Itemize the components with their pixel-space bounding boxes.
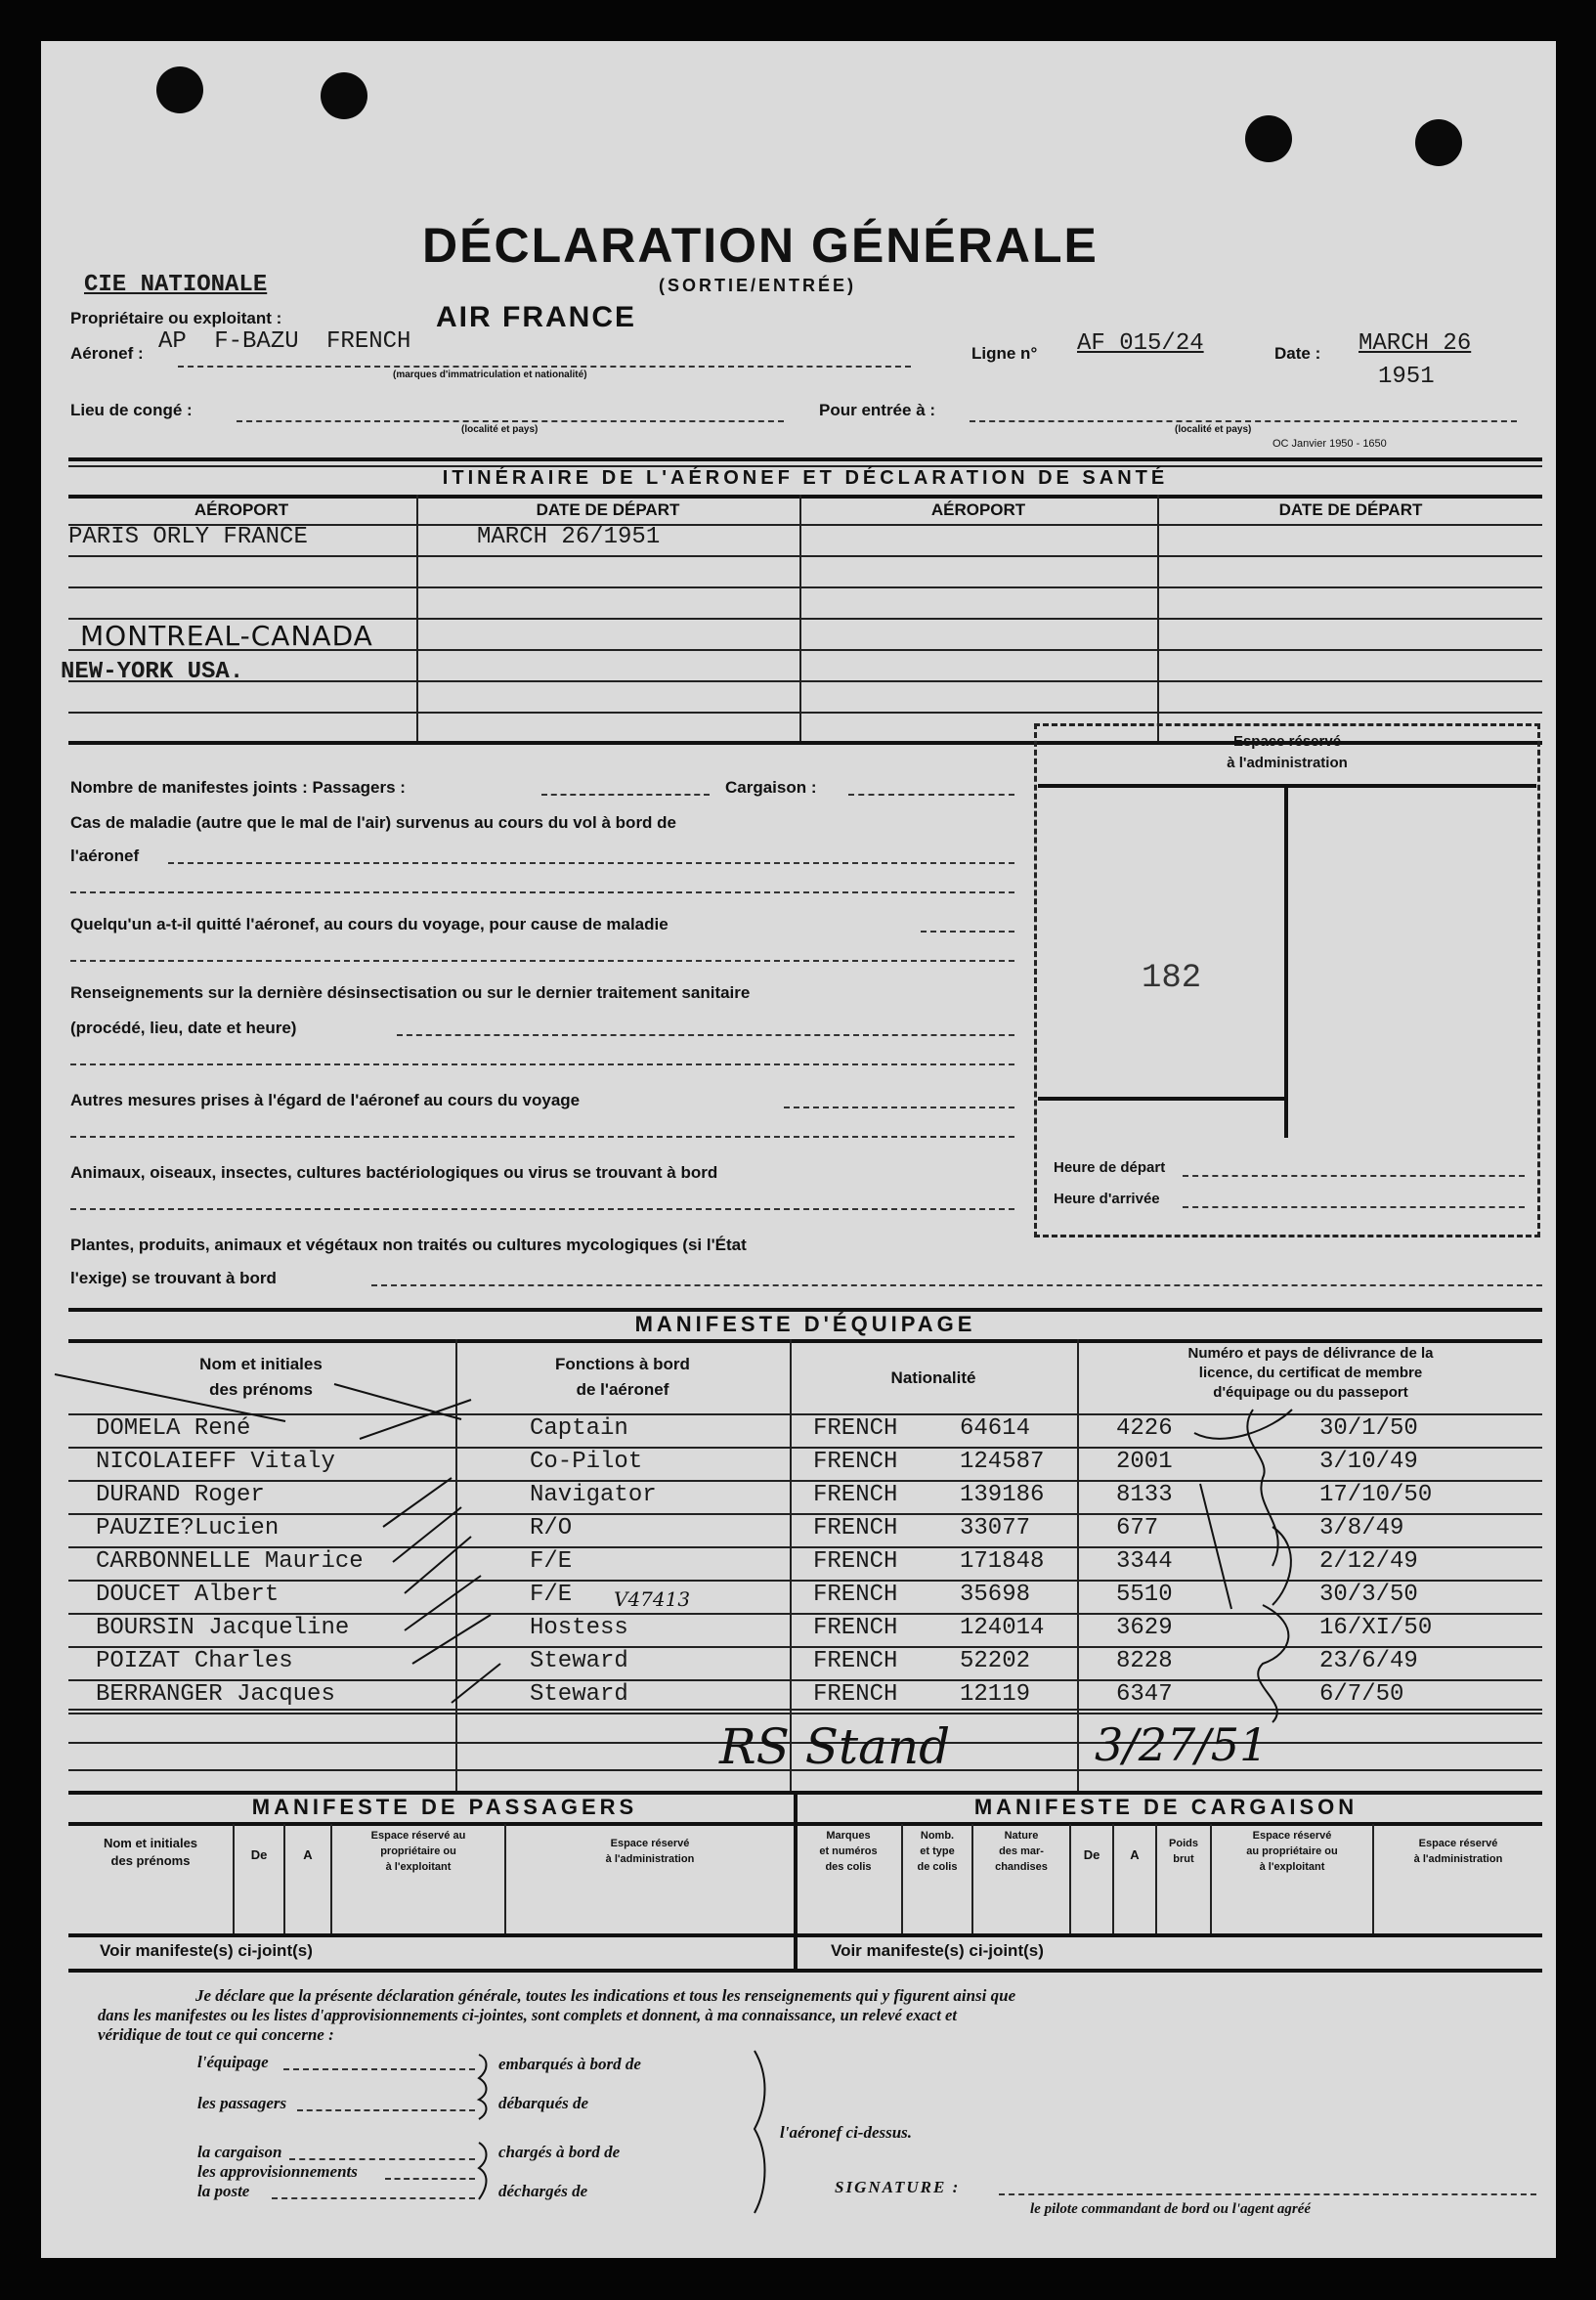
crew-member-licence-date: 30/1/50 — [1319, 1415, 1418, 1442]
admin-title-1: Espace réservé — [1232, 733, 1342, 750]
crew-member-licence-date: 2/12/49 — [1319, 1548, 1418, 1575]
crew-signature: RS Stand — [719, 1718, 951, 1775]
pass-col-admin-2: à l'administration — [605, 1853, 695, 1865]
crew-member-function: Co-Pilot — [530, 1449, 643, 1475]
illness-question-2: l'aéronef — [70, 846, 140, 865]
crew-member-name: DOUCET Albert — [96, 1582, 280, 1608]
itinerary-col-airport2: AÉROPORT — [930, 500, 1026, 519]
owner-label: Propriétaire ou exploitant : — [70, 309, 282, 327]
destination-label: Pour entrée à : — [819, 401, 936, 419]
crew-member-licence: 4226 — [1116, 1415, 1173, 1442]
declaration-brace-1 — [479, 2055, 487, 2119]
cargo-col-nature-2: des mar- — [999, 1845, 1044, 1857]
crew-member-nationality: FRENCH — [813, 1515, 898, 1541]
cargo-col-reserved-1: Espace réservé — [1252, 1830, 1332, 1842]
crew-member-function: Steward — [530, 1681, 628, 1708]
aircraft-value: AP F-BAZU FRENCH — [158, 328, 411, 355]
itinerary-row-1-airport: PARIS ORLY FRANCE — [68, 524, 308, 550]
crew-member-licence: 3629 — [1116, 1615, 1173, 1641]
page-title: DÉCLARATION GÉNÉRALE — [422, 218, 1099, 273]
declaration-cargo-1: la cargaison — [197, 2143, 282, 2161]
cargo-label: Cargaison : — [725, 778, 817, 797]
pass-col-reserved-3: à l'exploitant — [385, 1861, 452, 1873]
departure-time-label: Heure de départ — [1054, 1159, 1166, 1176]
declaration-disembarked: débarqués de — [498, 2094, 589, 2112]
declaration-passengers: les passagers — [197, 2094, 287, 2112]
cargo-col-marks-1: Marques — [826, 1830, 871, 1842]
crew-member-name: DURAND Roger — [96, 1482, 265, 1508]
crew-member-number: 35698 — [960, 1582, 1031, 1608]
declaration-cargo-3: la poste — [197, 2182, 250, 2200]
crew-member-name: BERRANGER Jacques — [96, 1681, 335, 1708]
illness-question: Cas de maladie (autre que le mal de l'air) survenus au cours du vol à bord de — [70, 813, 677, 832]
crew-col-licence-3: d'équipage ou du passeport — [1213, 1384, 1408, 1401]
cargo-col-count-3: de colis — [917, 1861, 958, 1873]
crew-col-name-2: des prénoms — [209, 1380, 313, 1399]
crew-member-licence-date: 30/3/50 — [1319, 1582, 1418, 1608]
cargo-col-reserved-3: à l'exploitant — [1259, 1861, 1325, 1873]
destination-sublabel: (localité et pays) — [1175, 424, 1252, 435]
declaration-cargo-2: les approvisionnements — [197, 2162, 358, 2181]
line-value: AF 015/24 — [1077, 330, 1204, 357]
crew-member-licence: 8228 — [1116, 1648, 1173, 1674]
crew-member-nationality: FRENCH — [813, 1415, 898, 1442]
pass-see-manifest: Voir manifeste(s) ci-joint(s) — [100, 1941, 313, 1960]
crew-col-function-2: de l'aéronef — [576, 1380, 669, 1399]
arrival-time-label: Heure d'arrivée — [1054, 1191, 1160, 1207]
form-reference: OC Janvier 1950 - 1650 — [1272, 438, 1387, 450]
pass-col-reserved-1: Espace réservé au — [370, 1830, 466, 1842]
cargo-col-from: De — [1083, 1847, 1100, 1862]
cargo-col-marks-3: des colis — [825, 1861, 872, 1873]
crew-member-number: 139186 — [960, 1482, 1045, 1508]
crew-member-function: F/E — [530, 1582, 573, 1608]
company-name: CIE NATIONALE — [84, 272, 268, 298]
declaration-line-2: dans les manifestes ou les listes d'approvisionnements ci-jointes, sont complets et donnent, à ma connaissance, un relevé exact et — [98, 2006, 958, 2024]
crew-col-name-1: Nom et initiales — [199, 1355, 323, 1373]
crew-member-function: R/O — [530, 1515, 573, 1541]
cargo-col-weight-2: brut — [1173, 1853, 1194, 1865]
crew-member-licence-date: 17/10/50 — [1319, 1482, 1433, 1508]
crew-member-number: 124587 — [960, 1449, 1045, 1475]
crew-member-number: 52202 — [960, 1648, 1031, 1674]
cargo-col-nature-3: chandises — [995, 1861, 1048, 1873]
date-label: Date : — [1274, 344, 1321, 363]
manifests-label: Nombre de manifestes joints : Passagers : — [70, 778, 406, 797]
crew-member-nationality: FRENCH — [813, 1615, 898, 1641]
crew-member-number: 12119 — [960, 1681, 1031, 1708]
disinfection-question-2: (procédé, lieu, date et heure) — [70, 1019, 297, 1037]
crew-member-number: 171848 — [960, 1548, 1045, 1575]
cargo-col-weight-1: Poids — [1169, 1838, 1198, 1849]
crew-col-licence-2: licence, du certificat de membre — [1198, 1365, 1423, 1381]
crew-member-licence: 8133 — [1116, 1482, 1173, 1508]
crew-member-nationality: FRENCH — [813, 1681, 898, 1708]
owner-value: AIR FRANCE — [436, 301, 636, 333]
itinerary-row-3-airport: NEW-YORK USA. — [61, 659, 244, 685]
declaration-line-3: véridique de tout ce qui concerne : — [98, 2025, 334, 2044]
passengers-title: MANIFESTE DE PASSAGERS — [251, 1795, 638, 1819]
signature-sublabel: le pilote commandant de bord ou l'agent agréé — [1030, 2201, 1312, 2217]
crew-member-licence: 2001 — [1116, 1449, 1173, 1475]
itinerary-row-2-airport: MONTREAL-CANADA — [80, 620, 373, 652]
line-label: Ligne n° — [971, 344, 1038, 363]
crew-member-licence-date: 3/8/49 — [1319, 1515, 1404, 1541]
itinerary-row-1-date: MARCH 26/1951 — [477, 524, 661, 550]
signature-label: SIGNATURE : — [835, 2178, 961, 2196]
cargo-see-manifest: Voir manifeste(s) ci-joint(s) — [831, 1941, 1044, 1960]
declaration-line-1: Je déclare que la présente déclaration générale, toutes les indications et tous les renseignements qui y figurent ainsi que — [195, 1986, 1016, 2005]
other-measures-question: Autres mesures prises à l'égard de l'aéronef au cours du voyage — [70, 1091, 581, 1109]
crew-member-name: POIZAT Charles — [96, 1648, 293, 1674]
pass-col-admin-1: Espace réservé — [610, 1838, 690, 1849]
crew-member-name: PAUZIE?Lucien — [96, 1515, 280, 1541]
declaration-crew: l'équipage — [197, 2053, 269, 2071]
itinerary-col-date: DATE DE DÉPART — [536, 500, 680, 519]
declaration-braces — [41, 41, 1556, 2258]
declaration-unloaded: déchargés de — [498, 2182, 588, 2200]
crew-member-nationality: FRENCH — [813, 1548, 898, 1575]
crew-member-number: 33077 — [960, 1515, 1031, 1541]
crew-member-licence-date: 23/6/49 — [1319, 1648, 1418, 1674]
cargo-title: MANIFESTE DE CARGAISON — [973, 1795, 1359, 1819]
admin-stamp-number: 182 — [1142, 960, 1202, 997]
plants-question: Plantes, produits, animaux et végétaux non traités ou cultures mycologiques (si l'État — [70, 1236, 747, 1254]
cargo-col-count-2: et type — [920, 1845, 955, 1857]
crew-member-function: Hostess — [530, 1615, 628, 1641]
cargo-col-marks-2: et numéros — [819, 1845, 878, 1857]
crew-member-function: Navigator — [530, 1482, 657, 1508]
crew-member-licence: 5510 — [1116, 1582, 1173, 1608]
declaration-loaded: chargés à bord de — [498, 2143, 621, 2161]
cargo-col-admin-1: Espace réservé — [1418, 1838, 1498, 1849]
declaration-brace-3 — [755, 2051, 765, 2213]
itinerary-title: ITINÉRAIRE DE L'AÉRONEF ET DÉCLARATION DE SANTÉ — [442, 467, 1169, 489]
disinfection-question: Renseignements sur la dernière désinsectisation ou sur le dernier traitement sanitaire — [70, 983, 751, 1002]
crew-member-nationality: FRENCH — [813, 1449, 898, 1475]
admin-title-2: à l'administration — [1227, 755, 1348, 771]
crew-member-licence: 677 — [1116, 1515, 1159, 1541]
crew-annotation: V47413 — [614, 1587, 691, 1611]
animals-question: Animaux, oiseaux, insectes, cultures bactériologiques ou virus se trouvant à bord — [70, 1163, 718, 1182]
declaration-embarked: embarqués à bord de — [498, 2055, 641, 2073]
crew-member-function: Steward — [530, 1648, 628, 1674]
crew-member-nationality: FRENCH — [813, 1482, 898, 1508]
cargo-col-to: A — [1130, 1847, 1140, 1862]
plants-question-2: l'exige) se trouvant à bord — [70, 1269, 277, 1287]
left-aircraft-question: Quelqu'un a-t-il quitté l'aéronef, au cours du voyage, pour cause de maladie — [70, 915, 669, 933]
crew-member-nationality: FRENCH — [813, 1648, 898, 1674]
cargo-col-count-1: Nomb. — [920, 1830, 955, 1842]
cargo-col-nature-1: Nature — [1004, 1830, 1039, 1842]
crew-col-licence-1: Numéro et pays de délivrance de la — [1187, 1345, 1434, 1362]
crew-title: MANIFESTE D'ÉQUIPAGE — [634, 1312, 976, 1336]
crew-signature-date: 3/27/51 — [1095, 1718, 1269, 1771]
crew-member-number: 124014 — [960, 1615, 1045, 1641]
crew-member-function: Captain — [530, 1415, 628, 1442]
crew-member-name: NICOLAIEFF Vitaly — [96, 1449, 335, 1475]
crew-member-licence-date: 16/XI/50 — [1319, 1615, 1433, 1641]
declaration-brace-2 — [479, 2143, 487, 2199]
itinerary-col-airport: AÉROPORT — [194, 500, 289, 519]
crew-member-nationality: FRENCH — [813, 1582, 898, 1608]
date-value: MARCH 26 — [1359, 330, 1472, 357]
departure-label: Lieu de congé : — [70, 401, 193, 419]
pass-col-name-1: Nom et initiales — [103, 1836, 198, 1850]
departure-sublabel: (localité et pays) — [461, 424, 539, 435]
aircraft-label: Aéronef : — [70, 344, 144, 363]
page-subtitle: (SORTIE/ENTRÉE) — [659, 276, 857, 295]
crew-member-licence-date: 3/10/49 — [1319, 1449, 1418, 1475]
crew-member-number: 64614 — [960, 1415, 1031, 1442]
declaration-aircraft: l'aéronef ci-dessus. — [780, 2123, 913, 2142]
crew-col-function-1: Fonctions à bord — [555, 1355, 690, 1373]
crew-member-name: DOMELA René — [96, 1415, 251, 1442]
pass-col-from: De — [250, 1847, 268, 1862]
aircraft-sublabel: (marques d'immatriculation et nationalité) — [393, 369, 587, 380]
crew-col-nationality: Nationalité — [890, 1368, 976, 1387]
crew-member-licence: 3344 — [1116, 1548, 1173, 1575]
crew-member-function: F/E — [530, 1548, 573, 1575]
crew-member-licence: 6347 — [1116, 1681, 1173, 1708]
pass-col-name-2: des prénoms — [110, 1853, 191, 1868]
crew-member-licence-date: 6/7/50 — [1319, 1681, 1404, 1708]
year-value: 1951 — [1378, 364, 1435, 390]
pass-col-reserved-2: propriétaire ou — [380, 1845, 456, 1857]
declaration-form — [41, 41, 1556, 2258]
pass-col-to: A — [303, 1847, 313, 1862]
crew-member-name: CARBONNELLE Maurice — [96, 1548, 364, 1575]
cargo-col-reserved-2: au propriétaire ou — [1246, 1845, 1338, 1857]
itinerary-col-date2: DATE DE DÉPART — [1278, 500, 1423, 519]
cargo-col-admin-2: à l'administration — [1413, 1853, 1503, 1865]
crew-member-name: BOURSIN Jacqueline — [96, 1615, 350, 1641]
